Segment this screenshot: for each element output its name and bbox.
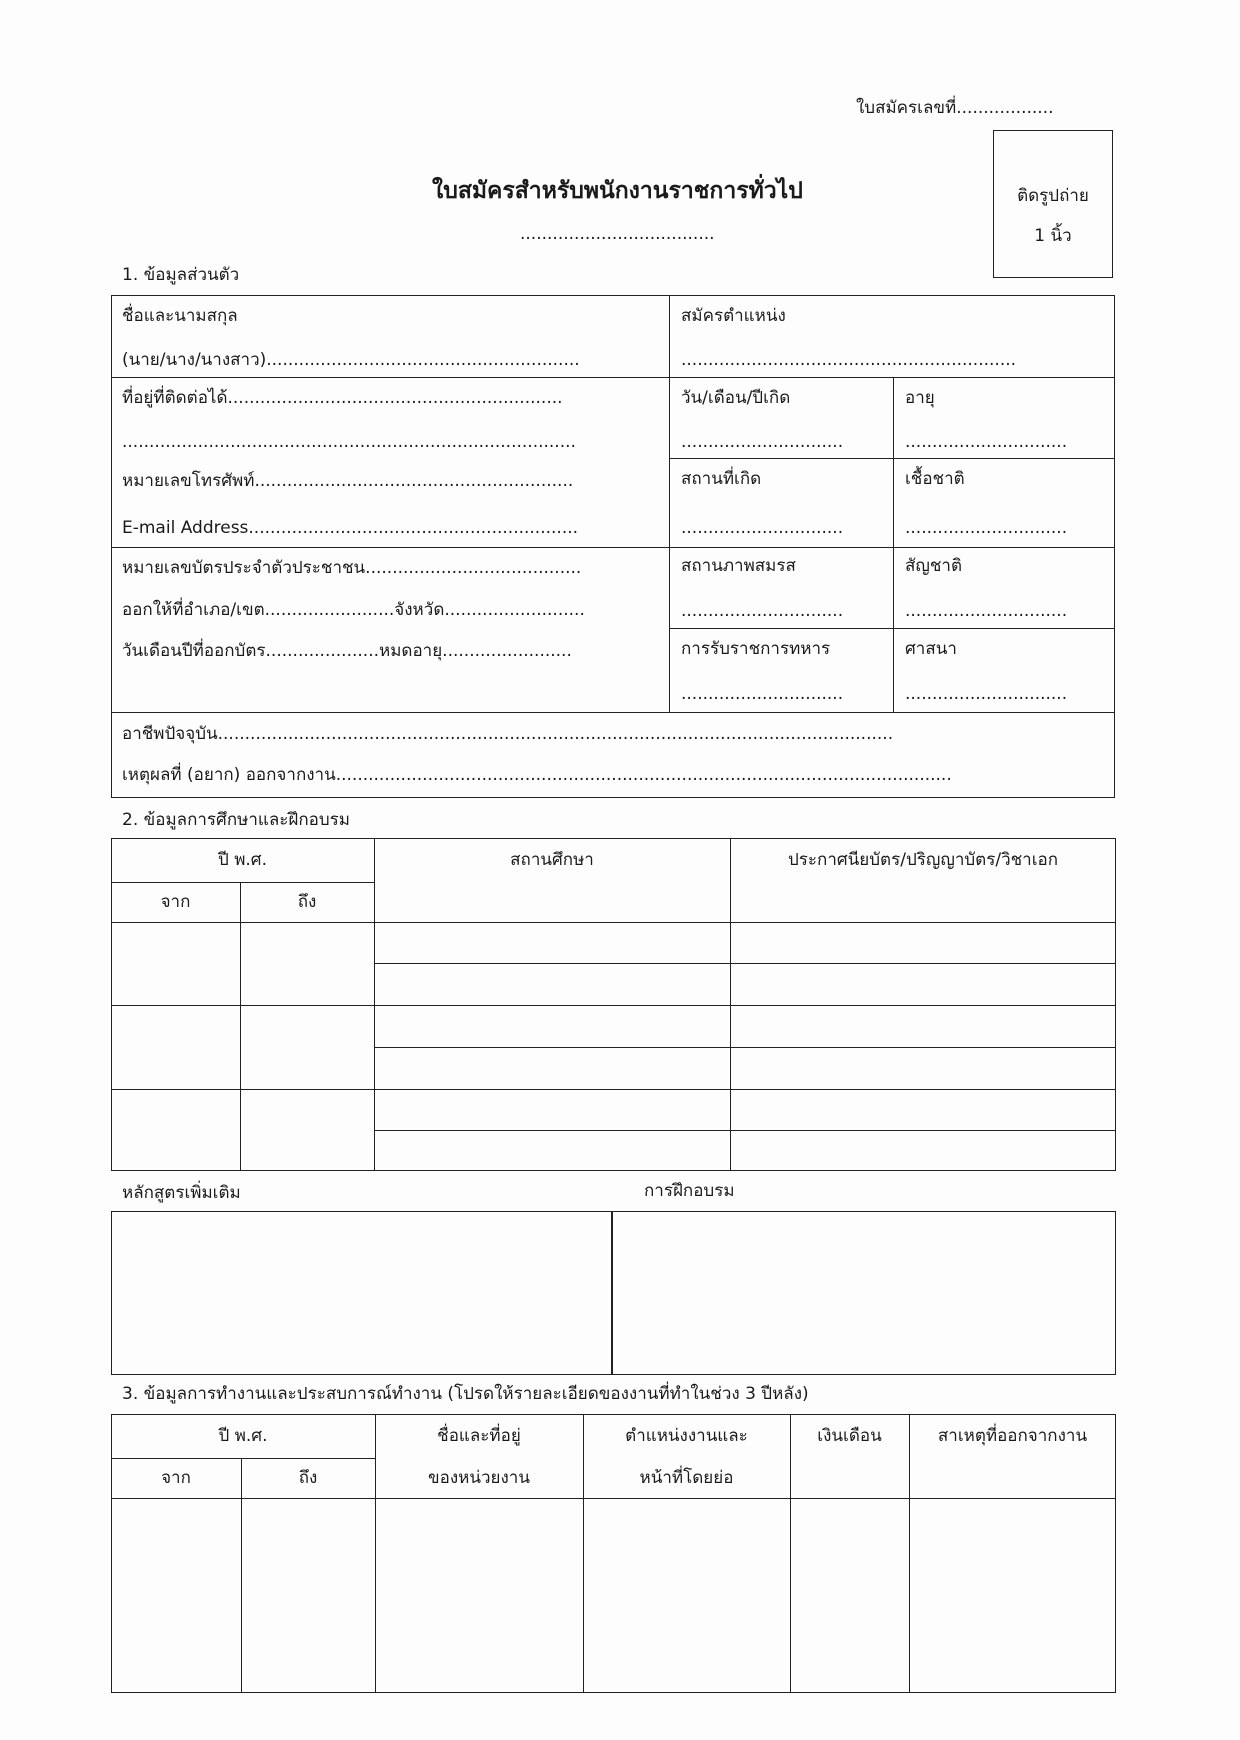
work-year-header: ปี พ.ศ. bbox=[218, 1426, 268, 1446]
position-label: สมัครตำแหน่ง bbox=[681, 306, 786, 326]
work-reason-header: สาเหตุที่ออกจากงาน bbox=[937, 1426, 1088, 1446]
section-2-heading: 2. ข้อมูลการศึกษาและฝึกอบรม bbox=[122, 810, 350, 830]
id-issued-field[interactable]: ออกให้ที่อำเภอ/เขต........................จังหวัด.......................... bbox=[122, 600, 585, 620]
work-position-header-2: หน้าที่โดยย่อ bbox=[639, 1468, 734, 1488]
race-field[interactable]: .............................. bbox=[905, 518, 1068, 538]
name-field[interactable]: (นาย/นาง/นางสาว).......................................................... bbox=[122, 350, 580, 370]
address-field[interactable]: ที่อยู่ที่ติดต่อได้.............................................................. bbox=[122, 388, 563, 408]
dob-field[interactable]: .............................. bbox=[681, 432, 844, 452]
extra-course-box[interactable] bbox=[111, 1211, 613, 1375]
dob-label: วัน/เดือน/ปีเกิด bbox=[681, 388, 791, 408]
religion-field[interactable]: .............................. bbox=[905, 684, 1068, 704]
edu-degree-header: ประกาศนียบัตร/ปริญญาบัตร/วิชาเอก bbox=[787, 850, 1059, 870]
id-issue-date-field[interactable]: วันเดือนปีที่ออกบัตร.....................หมดอายุ........................ bbox=[122, 641, 572, 661]
edu-year-header: ปี พ.ศ. bbox=[218, 850, 267, 870]
edu-from-header: จาก bbox=[160, 892, 191, 912]
nationality-field[interactable]: .............................. bbox=[905, 601, 1068, 621]
age-field[interactable]: .............................. bbox=[905, 432, 1068, 452]
work-from-header: จาก bbox=[161, 1468, 191, 1488]
section-3-heading: 3. ข้อมูลการทำงานและประสบการณ์ทำงาน (โปรดให้รายละเอียดของงานที่ทำในช่วง 3 ปีหลัง) bbox=[122, 1384, 809, 1404]
email-field[interactable]: E-mail Address............................................................. bbox=[122, 518, 579, 538]
name-label: ชื่อและนามสกุล bbox=[122, 306, 238, 326]
work-to-header: ถึง bbox=[298, 1468, 318, 1488]
work-position-header: ตำแหน่งงานและ bbox=[625, 1426, 748, 1446]
military-service-field[interactable]: .............................. bbox=[681, 684, 844, 704]
religion-label: ศาสนา bbox=[905, 639, 957, 659]
address-field-line-2[interactable]: .................................................................................... bbox=[122, 432, 576, 452]
work-experience-table bbox=[111, 1414, 1116, 1693]
training-label: การฝึกอบรม bbox=[644, 1181, 735, 1201]
work-salary-header: เงินเดือน bbox=[817, 1426, 882, 1446]
training-box[interactable] bbox=[611, 1211, 1116, 1375]
position-field[interactable]: .............................................................. bbox=[681, 350, 1017, 370]
extra-course-label: หลักสูตรเพิ่มเติม bbox=[122, 1183, 241, 1203]
work-org-header-2: ของหน่วยงาน bbox=[428, 1468, 530, 1488]
race-label: เชื้อชาติ bbox=[905, 469, 965, 489]
age-label: อายุ bbox=[905, 388, 935, 408]
birthplace-field[interactable]: .............................. bbox=[681, 518, 844, 538]
occupation-field[interactable]: อาชีพปัจจุบัน............................................................................................................................. bbox=[122, 724, 894, 744]
phone-field[interactable]: หมายเลขโทรศัพท์........................................................... bbox=[122, 471, 574, 491]
marital-status-label: สถานภาพสมรส bbox=[681, 556, 796, 576]
page-title: ใบสมัครสำหรับพนักงานราชการทั่วไป bbox=[432, 178, 803, 204]
photo-label: ติดรูปถ่าย bbox=[1017, 186, 1089, 206]
application-number-label: ใบสมัครเลขที่.................. bbox=[856, 98, 1054, 118]
photo-size-label: 1 นิ้ว bbox=[1034, 226, 1072, 246]
nationality-label: สัญชาติ bbox=[905, 556, 962, 576]
section-1-heading: 1. ข้อมูลส่วนตัว bbox=[122, 265, 240, 285]
id-card-field[interactable]: หมายเลขบัตรประจำตัวประชาชน........................................ bbox=[122, 558, 582, 578]
title-dots: .................................... bbox=[520, 224, 715, 244]
birthplace-label: สถานที่เกิด bbox=[681, 469, 762, 489]
military-service-label: การรับราชการทหาร bbox=[681, 639, 831, 659]
work-org-header: ชื่อและที่อยู่ bbox=[437, 1426, 521, 1446]
leave-reason-field[interactable]: เหตุผลที่ (อยาก) ออกจากงาน.................................................................................................................. bbox=[122, 765, 952, 785]
edu-to-header: ถึง bbox=[297, 892, 317, 912]
marital-status-field[interactable]: .............................. bbox=[681, 601, 844, 621]
edu-school-header: สถานศึกษา bbox=[510, 850, 594, 870]
